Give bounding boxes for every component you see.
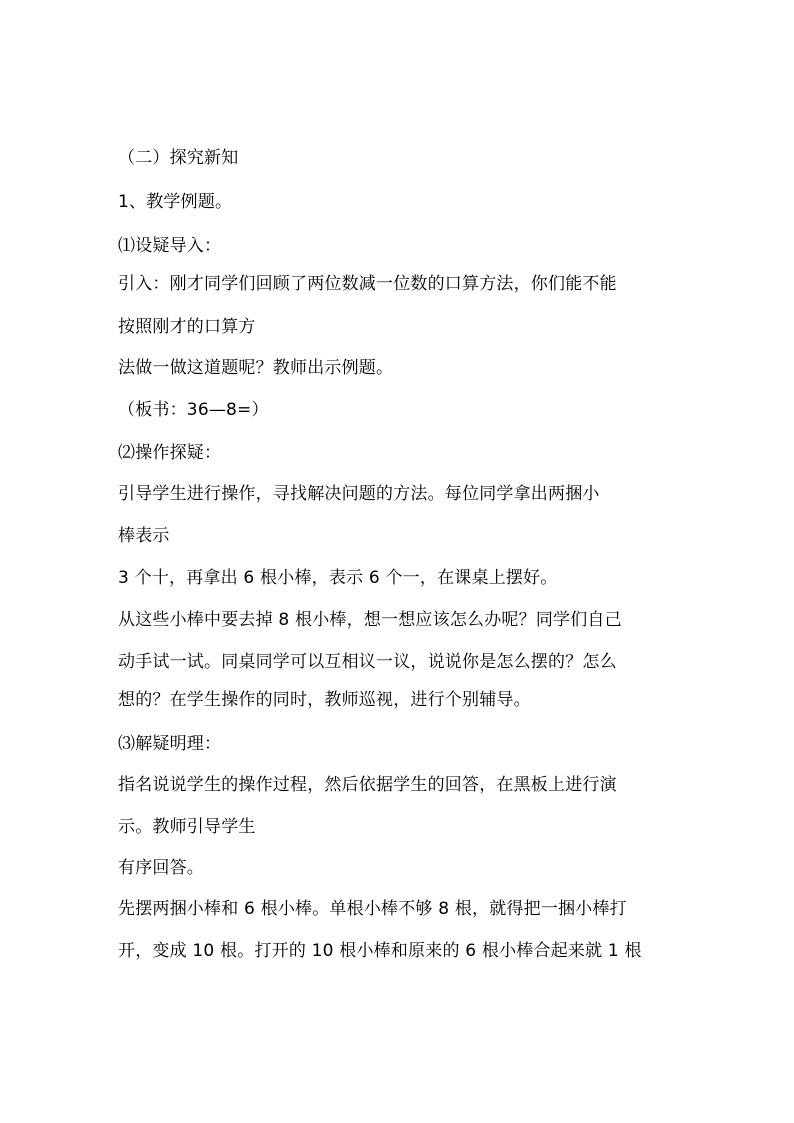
paragraph-line: 动手试一试。同桌同学可以互相议一议，说说你是怎么摆的？怎么 — [118, 652, 617, 672]
paragraph-line: 按照刚才的口算方 — [118, 317, 256, 337]
subsection-heading: 1、教学例题。 — [118, 192, 233, 212]
paragraph-line: 示。教师引导学生 — [118, 817, 256, 837]
paragraph-line: 引导学生进行操作，寻找解决问题的方法。每位同学拿出两捆小 — [118, 484, 600, 504]
paragraph-line: 先摆两捆小棒和 6 根小棒。单根小棒不够 8 根，就得把一捆小棒打 — [118, 899, 627, 919]
step-heading-3: ⑶解疑明理： — [118, 734, 222, 754]
paragraph-line: 开，变成 10 根。打开的 10 根小棒和原来的 6 根小棒合起来就 1 根 — [118, 941, 642, 961]
paragraph-line: 从这些小棒中要去掉 8 根小棒，想一想应该怎么办呢？同学们自己 — [118, 610, 622, 630]
paragraph-line: 想的？在学生操作的同时，教师巡视，进行个别辅导。 — [118, 690, 531, 710]
paragraph-line: 引入：刚才同学们回顾了两位数减一位数的口算方法，你们能不能 — [118, 274, 617, 294]
paragraph-line: 有序回答。 — [118, 858, 204, 878]
step-heading-2: ⑵操作探疑： — [118, 443, 222, 463]
board-writing: （板书：36—8=） — [118, 400, 269, 420]
paragraph-line: 法做一做这道题呢？教师出示例题。 — [118, 358, 394, 378]
paragraph-line: 棒表示 — [118, 526, 170, 546]
paragraph-line: 指名说说学生的操作过程，然后依据学生的回答，在黑板上进行演 — [118, 775, 617, 795]
paragraph-line: 3 个十，再拿出 6 根小棒，表示 6 个一，在课桌上摆好。 — [118, 568, 558, 588]
step-heading-1: ⑴设疑导入： — [118, 236, 222, 256]
section-heading: （二）探究新知 — [118, 148, 239, 168]
